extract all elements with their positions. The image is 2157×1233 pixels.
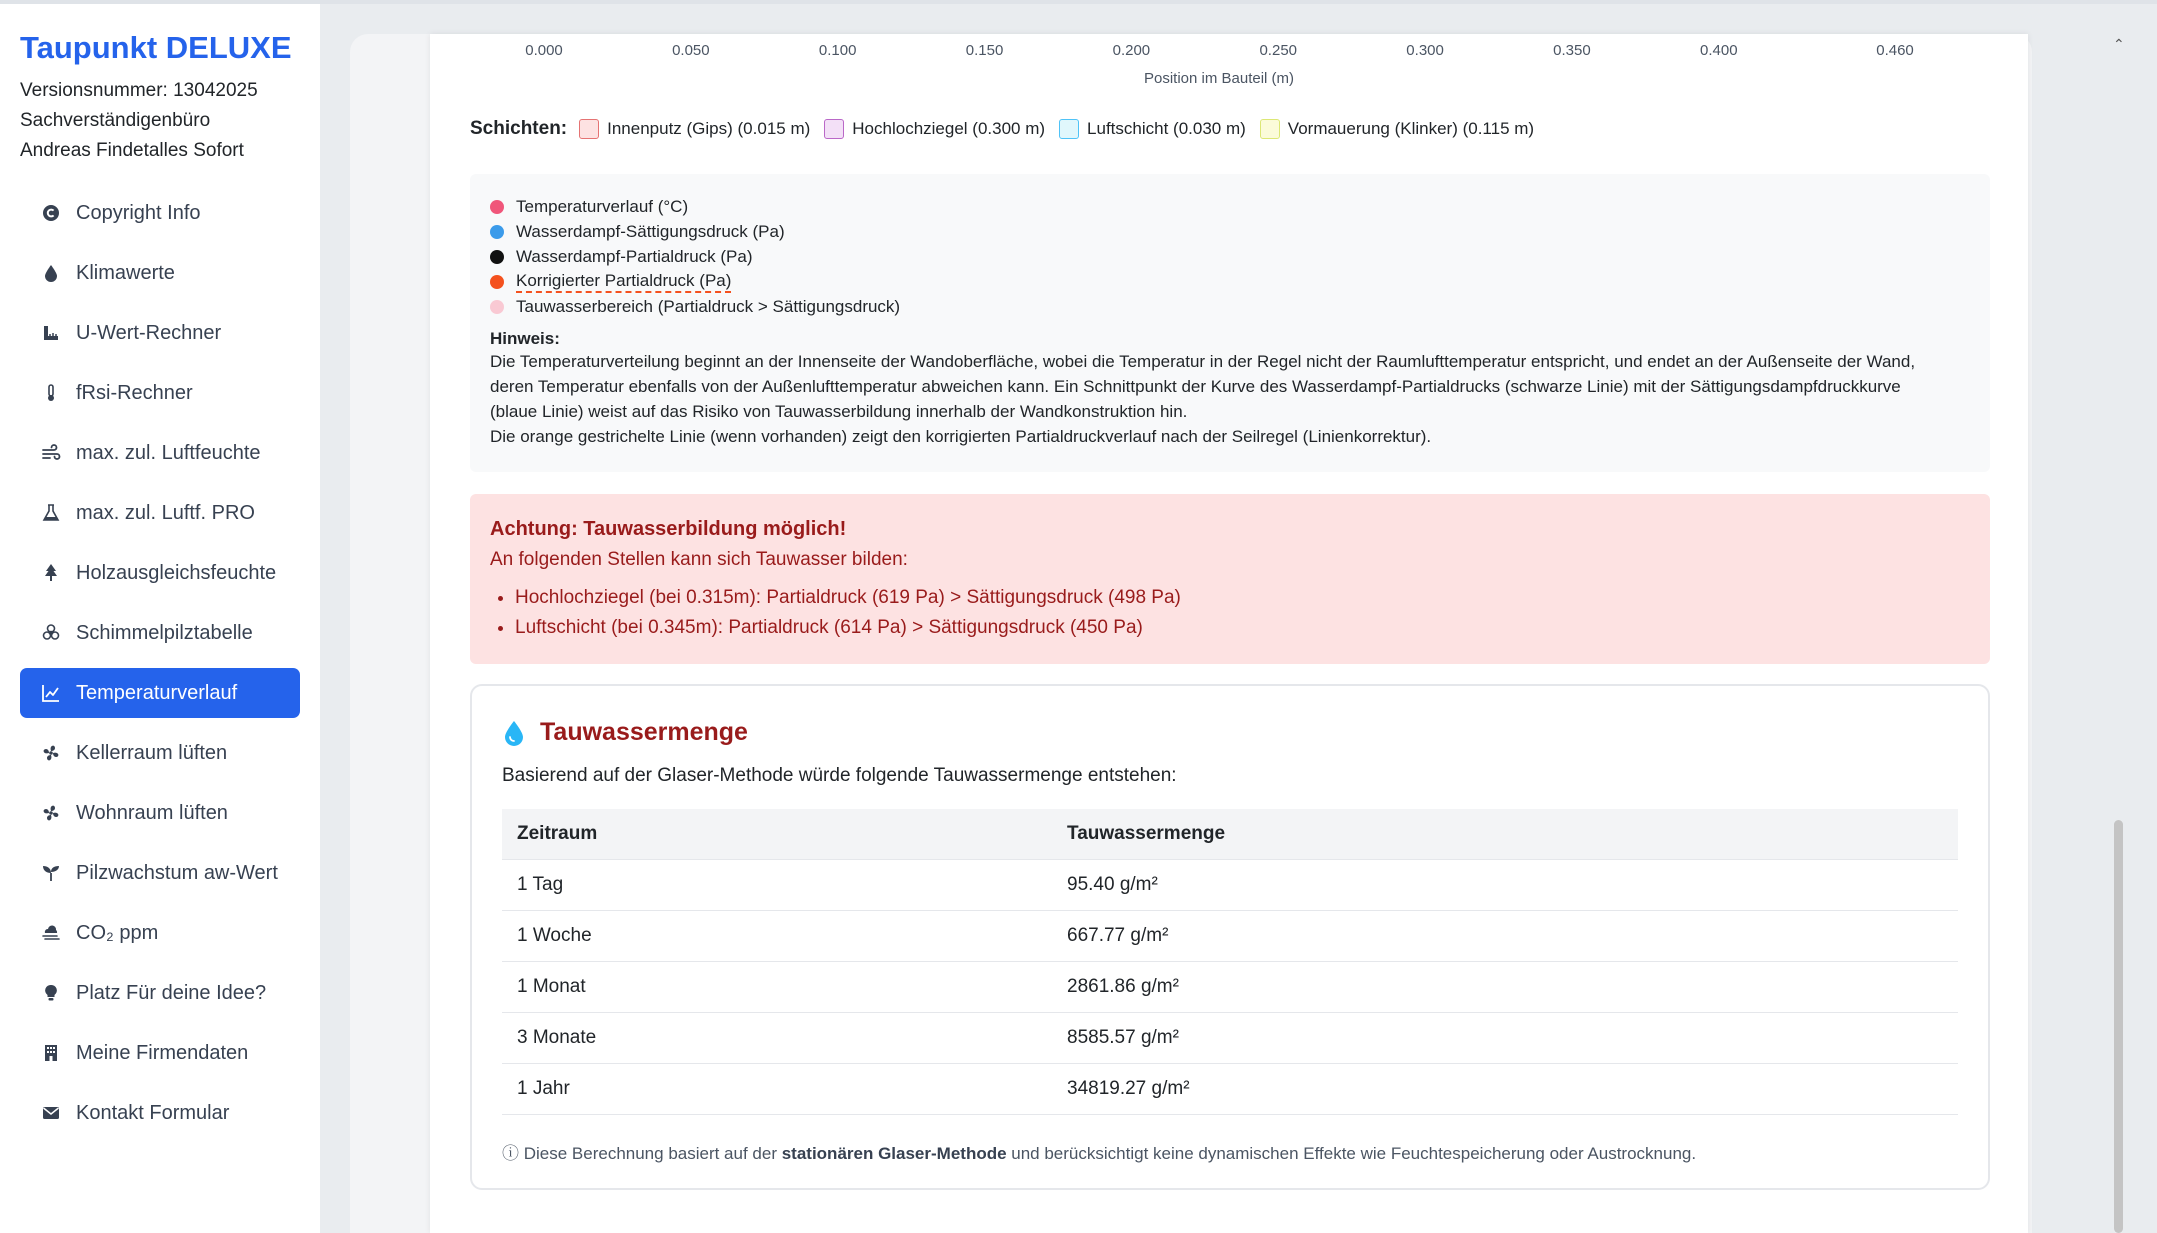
- legend-label: Temperaturverlauf (°C): [516, 196, 689, 216]
- sidebar-item-platz-für-deine-idee[interactable]: [20, 968, 300, 1018]
- tauwasser-title: Tauwassermenge: [540, 718, 748, 746]
- tauwasser-note: [502, 1139, 1958, 1164]
- sidebar-item-label: U-Wert-Rechner: [76, 321, 222, 344]
- chart-line-icon: [38, 683, 64, 703]
- sidebar-item-meine-firmendaten[interactable]: [20, 1028, 300, 1078]
- x-tick-label: 0.400: [1700, 42, 1738, 59]
- note-prefix: ⓘ Diese Berechnung basiert auf der: [502, 1143, 782, 1163]
- alert-item: • Hochlochziegel (bei 0.315m): Partialdruck (619 Pa) > Sättigungsdruck (498 Pa): [515, 583, 1970, 613]
- cell-amount: 34819.27 g/m²: [1052, 1063, 1958, 1114]
- sidebar-item-holzausgleichsfeuchte[interactable]: [20, 548, 300, 598]
- sidebar-item-label: Copyright Info: [76, 201, 201, 224]
- cell-period: 1 Jahr: [502, 1063, 1052, 1114]
- layer-swatch: [1059, 119, 1079, 139]
- alert-list: [490, 583, 1970, 643]
- wind-icon: [38, 443, 64, 463]
- legend-dot: [490, 275, 504, 289]
- legend-item: [490, 194, 1970, 219]
- table-header-row: [502, 809, 1958, 859]
- x-tick-label: 0.100: [818, 42, 857, 59]
- legend-item: [490, 219, 1970, 244]
- column-header-zeitraum: Zeitraum: [502, 809, 1052, 859]
- sidebar-item-schimmelpilztabelle[interactable]: [20, 608, 300, 658]
- sidebar-item-klimawerte[interactable]: [20, 248, 300, 298]
- sidebar-item-label: CO₂ ppm: [76, 921, 159, 944]
- seedling-icon: [38, 863, 64, 883]
- x-tick-label: 0.350: [1553, 42, 1591, 59]
- sidebar-item-label: Platz Für deine Idee?: [76, 981, 267, 1004]
- x-tick-label: 0.000: [525, 42, 563, 59]
- legend-dot: [490, 300, 504, 314]
- note-suffix: und berücksichtigt keine dynamischen Effekte wie Feuchtespeicherung oder Austrocknung.: [1006, 1143, 1697, 1163]
- lightbulb-icon: [38, 983, 64, 1003]
- sidebar-item-label: max. zul. Luftf. PRO: [76, 501, 255, 524]
- layer-item: [1260, 119, 1534, 139]
- sidebar-item-label: Kontakt Formular: [76, 1101, 230, 1124]
- thermometer-icon: [38, 383, 64, 403]
- cell-period: 1 Monat: [502, 961, 1052, 1012]
- tauwasser-card: [470, 684, 1990, 1190]
- legend-label: Wasserdampf-Partialdruck (Pa): [516, 246, 753, 266]
- sidebar-item-wohnraum-lüften[interactable]: [20, 788, 300, 838]
- layer-label: Vormauerung (Klinker) (0.115 m): [1287, 119, 1535, 138]
- cell-amount: 667.77 g/m²: [1052, 910, 1958, 961]
- layer-item: [579, 119, 810, 139]
- sidebar-item-label: Holzausgleichsfeuchte: [76, 561, 277, 584]
- layer-label: Hochlochziegel (0.300 m): [852, 119, 1046, 138]
- chart-legend-box: [470, 174, 1990, 472]
- biohazard-icon: [38, 623, 64, 643]
- sidebar-item-label: Temperaturverlauf: [76, 681, 238, 704]
- layer-item: [1059, 119, 1246, 139]
- ruler-icon: [38, 323, 64, 343]
- droplet-icon: [38, 263, 64, 283]
- condensation-alert: [470, 494, 1990, 664]
- legend-item: [490, 269, 1970, 294]
- note-bold: stationären Glaser-Methode: [781, 1143, 1007, 1163]
- tauwasser-table: [502, 809, 1958, 1115]
- sidebar-item-u-wert-rechner[interactable]: [20, 308, 300, 358]
- tree-icon: [38, 563, 64, 583]
- copyright-icon: [38, 203, 64, 223]
- tauwasser-description: Basierend auf der Glaser-Methode würde folgende Tauwassermenge entstehen:: [502, 765, 1177, 786]
- tauwasser-header: [502, 718, 1958, 747]
- table-row: [502, 1012, 1958, 1063]
- layers-label: Schichten:: [470, 118, 568, 139]
- hint-title: Hinweis:: [490, 329, 560, 348]
- table-row: [502, 859, 1958, 910]
- hint-line-2: deren Temperatur ebenfalls von der Außenlufttemperatur abweichen kann. Ein Schnittpunkt der Kurve des Wasserdampf-Partialdrucks (schwarze Linie) mit der Sättigungsdampfdruckkurve: [490, 377, 1901, 396]
- sidebar-item-pilzwachstum-aw-wert[interactable]: [20, 848, 300, 898]
- legend-item: [490, 294, 1970, 319]
- x-tick-label: 0.050: [672, 42, 710, 59]
- fan-icon: [38, 743, 64, 763]
- sidebar-item-label: Klimawerte: [76, 261, 175, 284]
- fan-icon: [38, 803, 64, 823]
- building-icon: [38, 1043, 64, 1063]
- legend-label: Tauwasserbereich (Partialdruck > Sättigungsdruck): [516, 296, 901, 316]
- sidebar: [0, 4, 320, 1233]
- sidebar-item-label: max. zul. Luftfeuchte: [76, 441, 261, 464]
- sidebar-nav: [20, 188, 300, 1138]
- sidebar-item-max-zul-luftf-pro[interactable]: [20, 488, 300, 538]
- x-tick-label: 0.460: [1876, 42, 1914, 59]
- sidebar-item-label: fRsi-Rechner: [76, 381, 193, 404]
- flask-icon: [38, 503, 64, 523]
- sidebar-item-label: Pilzwachstum aw-Wert: [76, 861, 278, 884]
- envelope-icon: [38, 1103, 64, 1123]
- cell-period: 3 Monate: [502, 1012, 1052, 1063]
- table-row: [502, 961, 1958, 1012]
- legend-item: [490, 244, 1970, 269]
- version-number: Versionsnummer: 13042025: [20, 80, 258, 101]
- sidebar-item-kellerraum-lüften[interactable]: [20, 728, 300, 778]
- x-tick-label: 0.200: [1112, 42, 1151, 59]
- cell-period: 1 Tag: [502, 859, 1052, 910]
- app-title: Taupunkt DELUXE: [20, 30, 292, 65]
- layer-swatch: [1260, 119, 1280, 139]
- legend-dot: [490, 200, 504, 214]
- cell-period: 1 Woche: [502, 910, 1052, 961]
- sidebar-item-temperaturverlauf[interactable]: [20, 668, 300, 718]
- hint-line-4: Die orange gestrichelte Linie (wenn vorhanden) zeigt den korrigierten Partialdruckverlauf nach der Seilregel (Linienkorrektur).: [490, 427, 1432, 446]
- layer-swatch: [824, 119, 844, 139]
- legend-dot: [490, 250, 504, 264]
- sidebar-item-label: Schimmelpilztabelle: [76, 621, 253, 644]
- alert-item: • Luftschicht (bei 0.345m): Partialdruck (614 Pa) > Sättigungsdruck (450 Pa): [515, 613, 1970, 643]
- cell-amount: 95.40 g/m²: [1052, 859, 1958, 910]
- layer-item: [824, 119, 1045, 139]
- cell-amount: 8585.57 g/m²: [1052, 1012, 1958, 1063]
- sidebar-item-max-zul-luftfeuchte[interactable]: [20, 428, 300, 478]
- table-row: [502, 910, 1958, 961]
- layer-label: Luftschicht (0.030 m): [1087, 119, 1246, 138]
- legend-label: Korrigierter Partialdruck (Pa): [516, 271, 731, 293]
- layer-label: Innenputz (Gips) (0.015 m): [607, 119, 811, 138]
- hint-line-3: (blaue Linie) weist auf das Risiko von Tauwasserbildung innerhalb der Wandkonstruktion hin.: [490, 402, 1188, 421]
- legend-dot: [490, 225, 504, 239]
- sidebar-item-label: Meine Firmendaten: [76, 1041, 249, 1064]
- x-tick-label: 0.150: [965, 42, 1004, 59]
- alert-subtitle: An folgenden Stellen kann sich Tauwasser bilden:: [490, 549, 908, 570]
- legend-label: Wasserdampf-Sättigungsdruck (Pa): [516, 221, 785, 241]
- sidebar-item-co-ppm[interactable]: [20, 908, 300, 958]
- company-line-1: Sachverständigenbüro: [20, 110, 211, 131]
- smog-icon: [38, 923, 64, 943]
- cell-amount: 2861.86 g/m²: [1052, 961, 1958, 1012]
- x-tick-label: 0.300: [1406, 42, 1444, 59]
- layers-legend: [470, 118, 1548, 140]
- sidebar-item-copyright-info[interactable]: [20, 188, 300, 238]
- top-border: [0, 0, 2157, 4]
- sidebar-item-label: Wohnraum lüften: [76, 801, 228, 824]
- chart-x-axis-title: Position im Bauteil (m): [1143, 70, 1295, 87]
- sidebar-item-label: Kellerraum lüften: [76, 741, 228, 764]
- hint-line-1: Die Temperaturverteilung beginnt an der Innenseite der Wandoberfläche, wobei die Temperatur in der Regel nicht der Raumlufttemperatur entspricht, und endet an der Außenseite der Wand,: [490, 352, 1916, 371]
- alert-title: Achtung: Tauwasserbildung möglich!: [490, 518, 847, 540]
- layer-swatch: [579, 119, 599, 139]
- droplet-icon: [502, 720, 526, 746]
- column-header-tauwassermenge: Tauwassermenge: [1052, 809, 1958, 859]
- table-row: [502, 1063, 1958, 1114]
- company-line-2: Andreas Findetalles Sofort: [20, 140, 244, 161]
- sidebar-item-kontakt-formular[interactable]: [20, 1088, 300, 1138]
- sidebar-item-frsi-rechner[interactable]: [20, 368, 300, 418]
- scrollbar-thumb[interactable]: [2114, 820, 2123, 1233]
- scroll-up-icon[interactable]: ⌃: [2113, 36, 2125, 52]
- x-tick-label: 0.250: [1259, 42, 1298, 59]
